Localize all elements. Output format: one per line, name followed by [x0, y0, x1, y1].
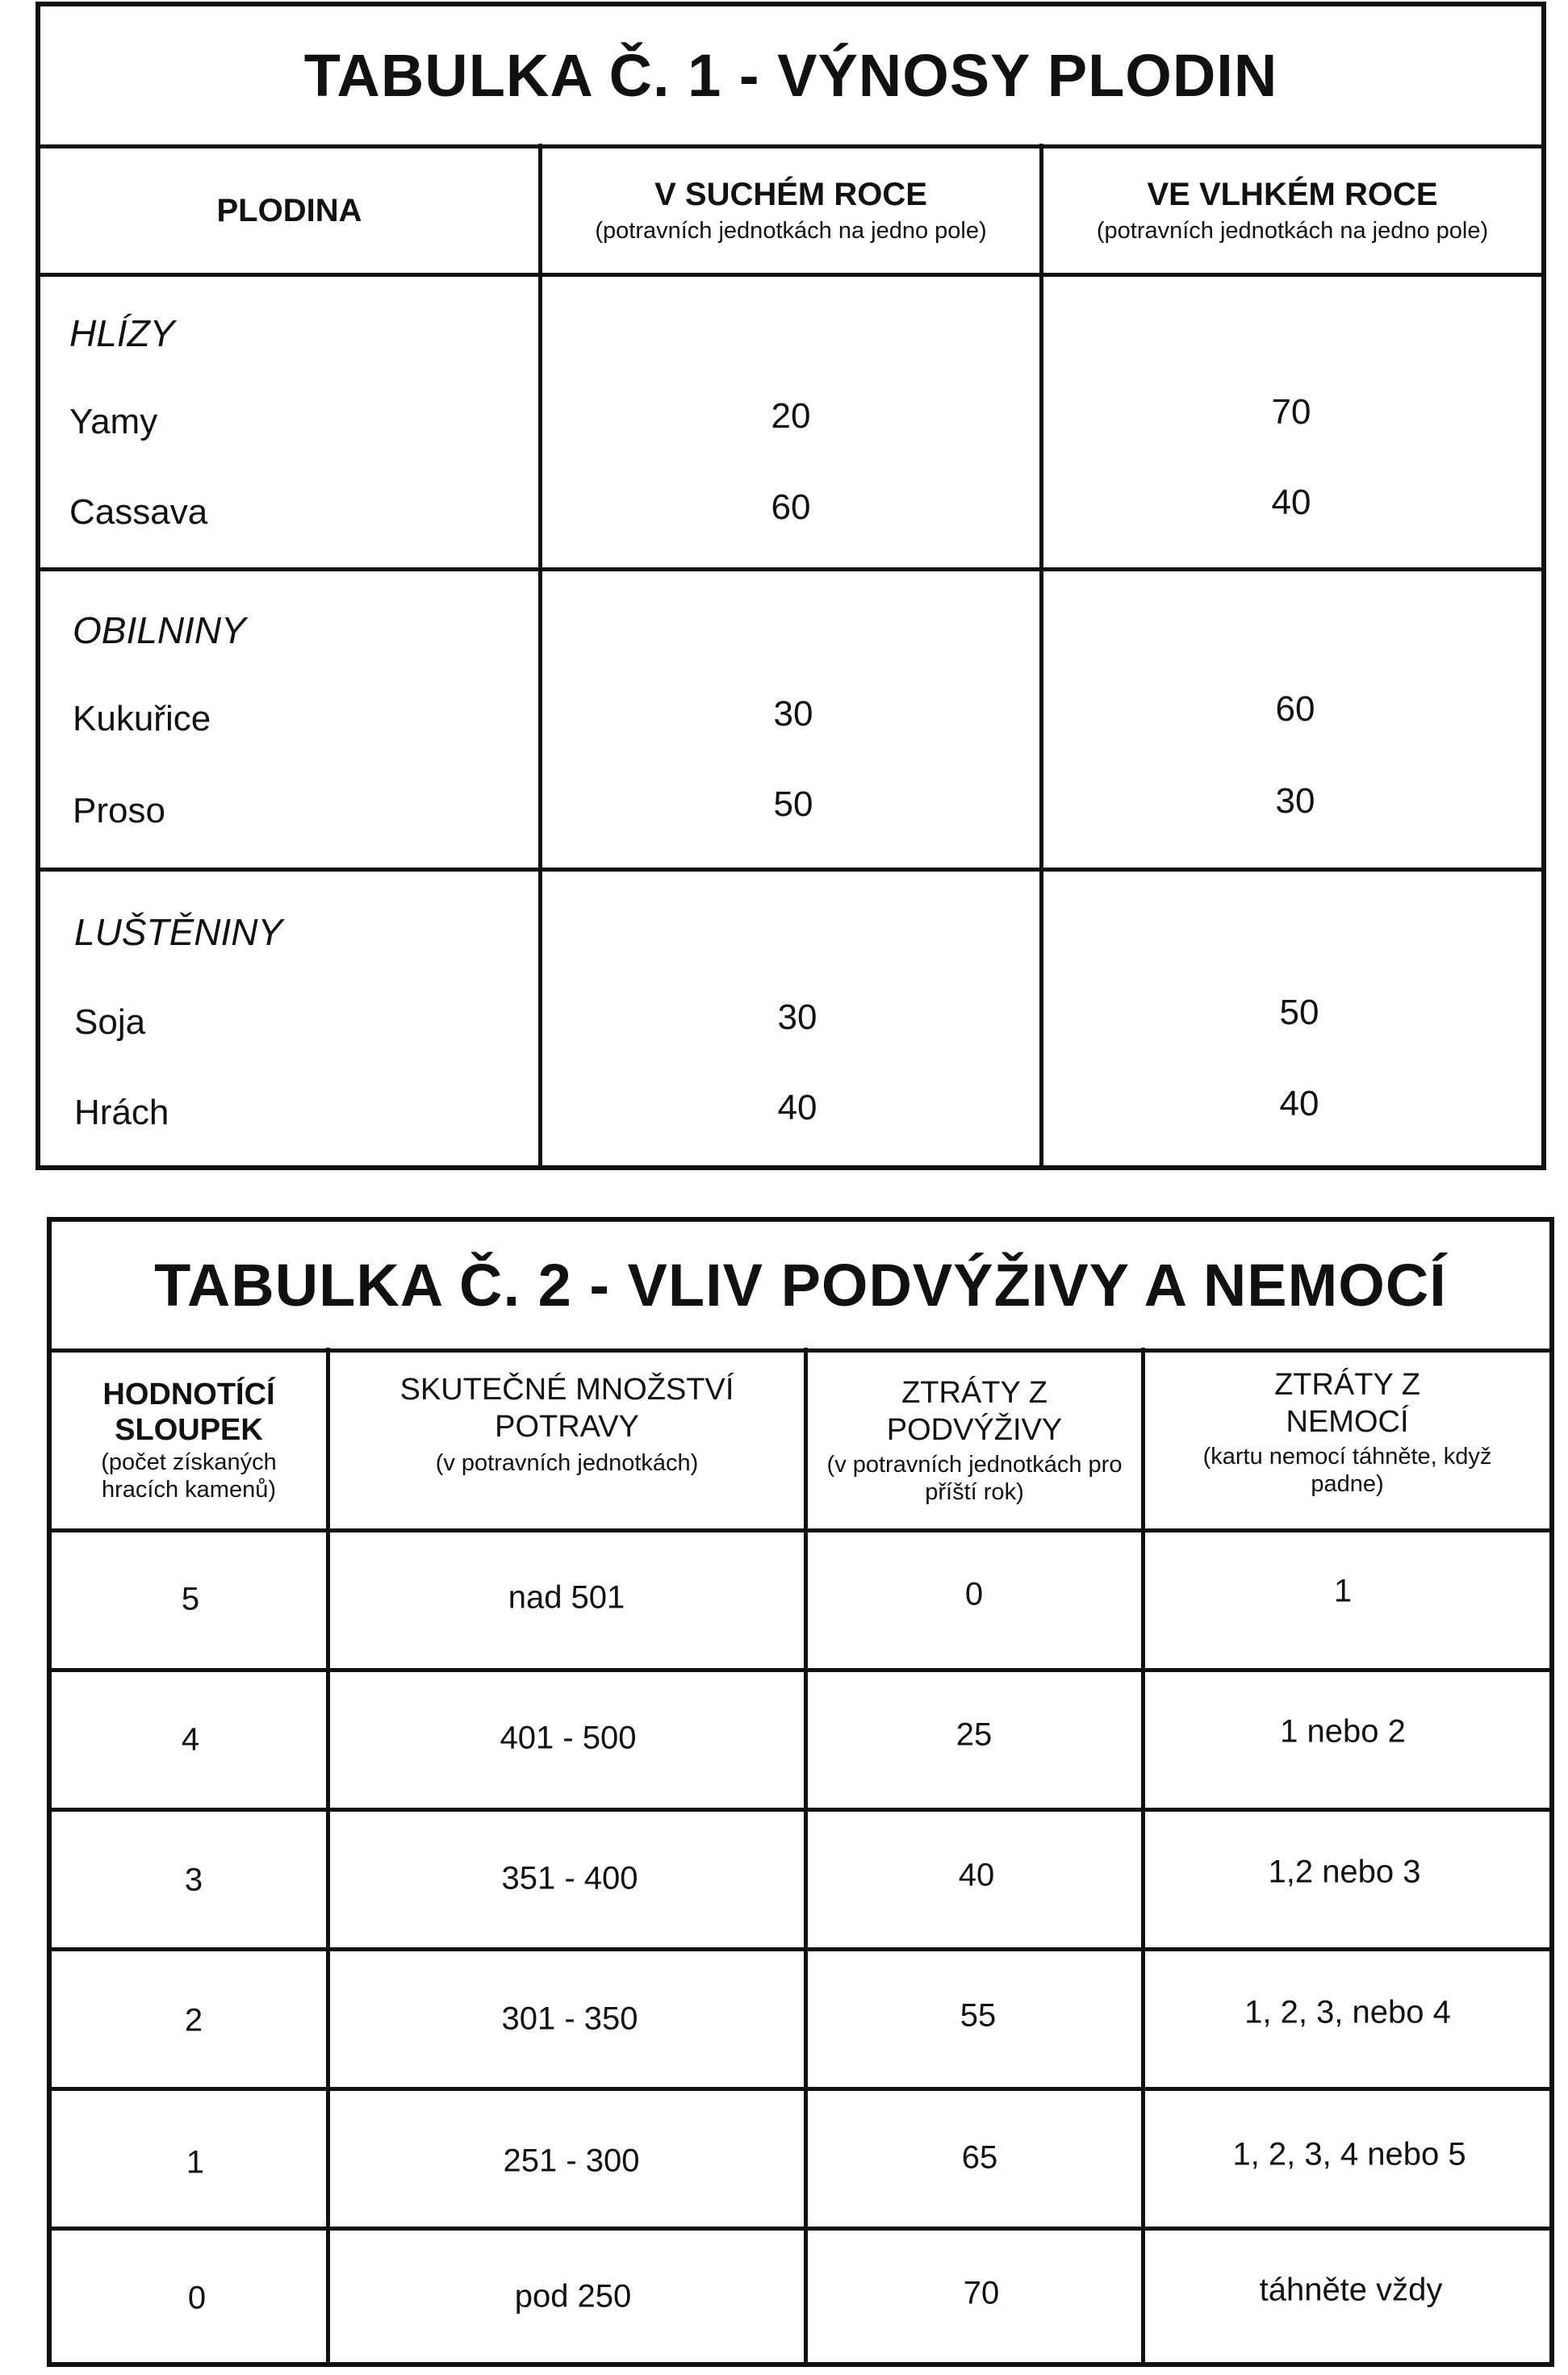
table2-row-divider: [52, 1947, 1549, 1951]
header-crop: PLODINA: [216, 193, 362, 228]
crop-name: Proso: [73, 791, 165, 830]
table2-row-divider: [52, 1668, 1549, 1672]
table1-divider-1: [538, 144, 542, 1165]
table2-header-divider: [52, 1528, 1549, 1532]
dry-yield: 20: [771, 396, 811, 436]
category-label: OBILNINY: [73, 609, 246, 651]
malnutrition-value: 70: [963, 2275, 1000, 2311]
food-value: 301 - 350: [501, 2001, 638, 2037]
category-label: HLÍZY: [69, 312, 175, 354]
score-value: 1: [186, 2144, 205, 2181]
malnutrition-value: 55: [960, 1997, 997, 2034]
malnutrition-value: 25: [955, 1716, 993, 1753]
food-value: nad 501: [508, 1579, 625, 1616]
disease-value: 1: [1333, 1573, 1353, 1609]
wet-yield: 70: [1271, 392, 1311, 432]
dry-yield: 50: [773, 784, 813, 824]
disease-value: táhněte vždy: [1259, 2272, 1443, 2308]
table1-title: TABULKA Č. 1 - VÝNOSY PLODIN: [40, 6, 1541, 148]
header-food-amount: SKUTEČNÉ MNOŽSTVÍ POTRAVY (v potravních jednotkách): [399, 1373, 734, 1477]
table2-row-divider: [52, 1808, 1549, 1812]
crop-name: Yamy: [69, 402, 158, 441]
food-value: pod 250: [514, 2278, 632, 2314]
crop-yield-table: [36, 2, 1546, 1170]
header-wet-year: VE VLHKÉM ROCE (potravních jednotkách na jedno pole): [1096, 177, 1489, 245]
table2-row-divider: [52, 2087, 1549, 2091]
header-malnutrition-loss: ZTRÁTY Z PODVÝŽIVY (v potravních jednotkách pro příští rok): [826, 1376, 1123, 1505]
header-score: HODNOTÍCÍ SLOUPEK (počet získaných hracích kamenů): [101, 1377, 277, 1503]
crop-name: Soja: [74, 1002, 146, 1042]
disease-value: 1 nebo 2: [1280, 1713, 1406, 1750]
food-value: 401 - 500: [500, 1720, 637, 1756]
crop-name: Hrách: [74, 1093, 169, 1132]
wet-yield: 60: [1275, 689, 1315, 729]
table1-group-divider-1: [40, 567, 1541, 571]
dry-yield: 30: [777, 997, 817, 1037]
wet-yield: 30: [1275, 781, 1315, 821]
wet-yield: 40: [1279, 1084, 1319, 1123]
header-disease-loss: ZTRÁTY Z NEMOCÍ (kartu nemocí táhněte, když padne): [1202, 1368, 1492, 1497]
crop-name: Cassava: [69, 492, 208, 532]
table2-row-divider: [52, 2227, 1549, 2231]
table1-divider-2: [1039, 144, 1043, 1165]
disease-value: 1, 2, 3, nebo 4: [1244, 1994, 1451, 2030]
disease-value: 1, 2, 3, 4 nebo 5: [1232, 2136, 1466, 2172]
table1-header-divider: [40, 273, 1541, 277]
food-value: 351 - 400: [501, 1860, 638, 1896]
score-value: 4: [181, 1721, 200, 1758]
disease-value: 1,2 nebo 3: [1268, 1854, 1421, 1890]
malnutrition-value: 0: [964, 1576, 984, 1612]
score-value: 3: [184, 1862, 203, 1898]
malnutrition-value: 40: [958, 1857, 995, 1893]
table1-group-divider-2: [40, 868, 1541, 872]
dry-yield: 30: [773, 694, 813, 734]
dry-yield: 40: [777, 1088, 817, 1127]
dry-yield: 60: [771, 487, 811, 527]
score-value: 0: [187, 2280, 207, 2316]
malnutrition-disease-table: [47, 1217, 1554, 2367]
crop-name: Kukuřice: [73, 699, 211, 738]
category-label: LUŠTĚNINY: [74, 911, 283, 953]
score-value: 2: [184, 2002, 203, 2038]
food-value: 251 - 300: [503, 2143, 640, 2179]
wet-yield: 40: [1271, 483, 1311, 522]
table2-title: TABULKA Č. 2 - VLIV PODVÝŽIVY A NEMOCÍ: [52, 1222, 1549, 1353]
malnutrition-value: 65: [961, 2139, 998, 2176]
score-value: 5: [181, 1581, 200, 1617]
header-dry-year: V SUCHÉM ROCE (potravních jednotkách na jedno pole): [595, 177, 987, 245]
wet-yield: 50: [1279, 993, 1319, 1032]
